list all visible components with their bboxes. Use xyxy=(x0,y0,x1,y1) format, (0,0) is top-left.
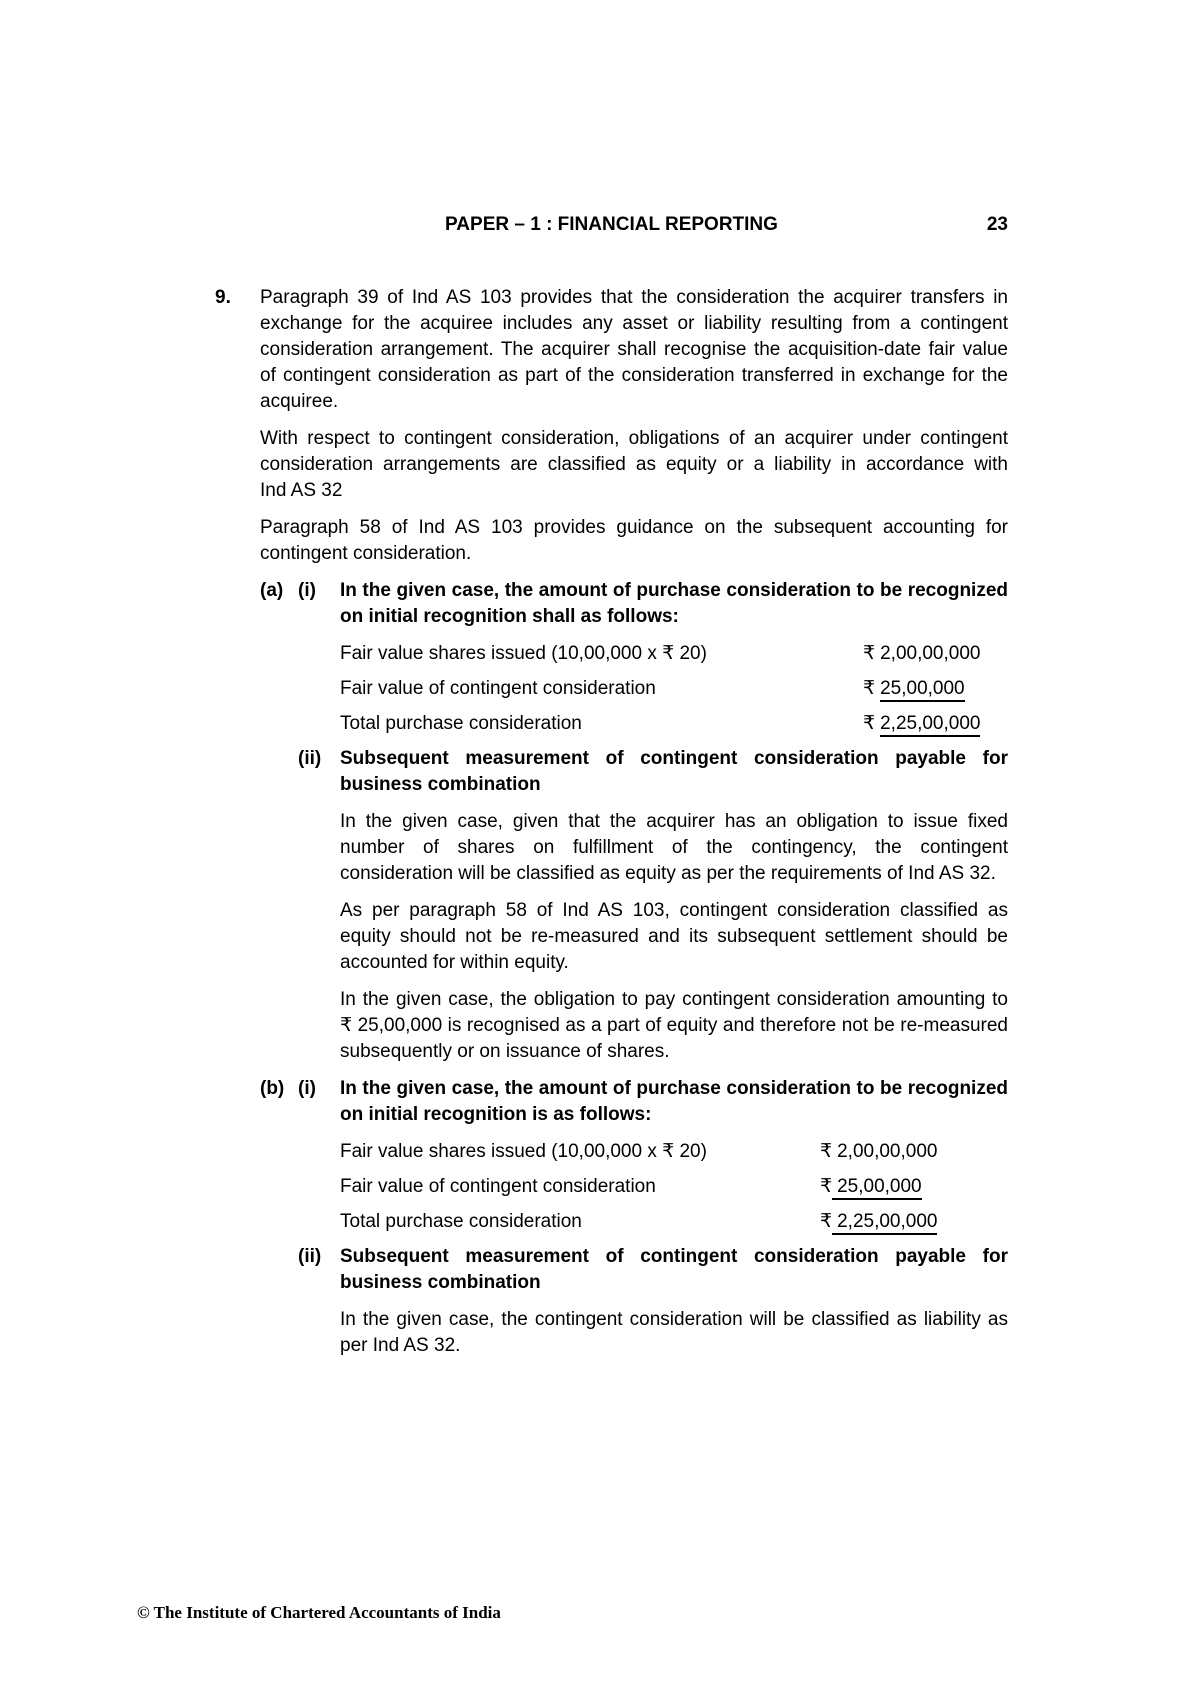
row-value xyxy=(863,676,965,702)
row-value xyxy=(820,1139,937,1165)
item-i-body xyxy=(340,578,1008,746)
rupee-symbol: ₹ xyxy=(820,1176,833,1197)
row-label: Fair value of contingent consideration xyxy=(340,1176,656,1197)
consideration-table xyxy=(340,641,1008,737)
row-value xyxy=(863,711,980,737)
question-row xyxy=(215,285,1008,1370)
item-heading: In the given case, the amount of purchase consideration to be recognized on initial recognition is as follows: xyxy=(340,1078,1008,1125)
part-b xyxy=(260,1076,1008,1370)
amount: 25,00,000 xyxy=(880,678,965,702)
intro-paragraph-2: With respect to contingent consideration, obligations of an acquirer under contingent consideration arrangements are classified as equity or a liability in accordance with Ind AS 32 xyxy=(260,428,1008,501)
part-b-item-ii xyxy=(298,1244,1008,1370)
row-value xyxy=(820,1209,937,1235)
part-a xyxy=(260,578,1008,1076)
intro-paragraph-1: Paragraph 39 of Ind AS 103 provides that the consideration the acquirer transfers in exchange for the acquiree includes any asset or liability resulting from a contingent consideration arrangement. The acquirer shall recognise the acquisition-date fair value of contingent consideration as part of the consideration transferred in exchange for the acquiree. xyxy=(260,287,1008,412)
item-ii-label: (ii) xyxy=(298,748,322,769)
item-heading: Subsequent measurement of contingent consideration payable for business combination xyxy=(340,748,1008,795)
row-label: Fair value shares issued (10,00,000 x ₹ 20) xyxy=(340,643,707,664)
row-label: Fair value shares issued (10,00,000 x ₹ 20) xyxy=(340,1141,707,1162)
table-row xyxy=(340,1139,1008,1165)
question-body xyxy=(260,285,1008,1370)
amount: 25,00,000 xyxy=(832,1176,922,1200)
item-ii-label: (ii) xyxy=(298,1246,322,1267)
question-block xyxy=(215,285,1008,1370)
item-ii-body xyxy=(340,1244,1008,1370)
table-row xyxy=(340,641,1008,667)
part-a-item-ii xyxy=(298,746,1008,1076)
part-b-items xyxy=(298,1076,1008,1370)
paper-title: PAPER – 1 : FINANCIAL REPORTING xyxy=(445,214,778,235)
row-label: Total purchase consideration xyxy=(340,1211,582,1232)
page-number: 23 xyxy=(986,214,1008,235)
body-paragraph: In the given case, the contingent consideration will be classified as liability as per Ind AS 32. xyxy=(340,1309,1008,1356)
part-a-item-i xyxy=(298,578,1008,746)
rupee-symbol: ₹ xyxy=(863,643,876,664)
table-row xyxy=(340,676,1008,702)
item-i-label: (i) xyxy=(298,580,316,601)
row-value xyxy=(820,1174,922,1200)
part-a-label: (a) xyxy=(260,580,284,601)
rupee-symbol: ₹ xyxy=(863,713,876,734)
amount: 2,25,00,000 xyxy=(880,713,980,737)
item-heading: In the given case, the amount of purchase consideration to be recognized on initial recognition shall as follows: xyxy=(340,580,1008,627)
table-row xyxy=(340,1174,1008,1200)
body-paragraph: As per paragraph 58 of Ind AS 103, contingent consideration classified as equity should not be re-measured and its subsequent settlement should be accounted for within equity. xyxy=(340,900,1008,973)
footer-copyright: © The Institute of Chartered Accountants of India xyxy=(137,1603,501,1622)
part-a-items xyxy=(298,578,1008,1076)
item-heading: Subsequent measurement of contingent consideration payable for business combination xyxy=(340,1246,1008,1293)
row-label: Total purchase consideration xyxy=(340,713,582,734)
item-ii-body xyxy=(340,746,1008,1076)
rupee-symbol: ₹ xyxy=(863,678,876,699)
item-i-body xyxy=(340,1076,1008,1244)
part-b-item-i xyxy=(298,1076,1008,1244)
consideration-table xyxy=(340,1139,1008,1235)
amount: 2,25,00,000 xyxy=(832,1211,937,1235)
row-value xyxy=(863,641,980,667)
amount: 2,00,00,000 xyxy=(837,1141,938,1162)
body-paragraph: In the given case, given that the acquirer has an obligation to issue fixed number of shares on fulfillment of the contingency, the contingent consideration will be classified as equity as per the requirements of Ind AS 32. xyxy=(340,811,1008,884)
rupee-symbol: ₹ xyxy=(820,1141,833,1162)
amount: 2,00,00,000 xyxy=(880,643,981,664)
table-row xyxy=(340,1209,1008,1235)
row-label: Fair value of contingent consideration xyxy=(340,678,656,699)
table-row xyxy=(340,711,1008,737)
part-b-label: (b) xyxy=(260,1078,285,1099)
item-i-label: (i) xyxy=(298,1078,316,1099)
intro-paragraph-3: Paragraph 58 of Ind AS 103 provides guidance on the subsequent accounting for contingent consideration. xyxy=(260,517,1008,564)
rupee-symbol: ₹ xyxy=(820,1211,833,1232)
page-header xyxy=(215,212,1008,238)
question-number: 9. xyxy=(215,287,231,308)
body-paragraph: In the given case, the obligation to pay contingent consideration amounting to ₹ 25,00,000 is recognised as a part of equity and therefore not be re-measured subsequently or on issuance of shares. xyxy=(340,989,1008,1062)
